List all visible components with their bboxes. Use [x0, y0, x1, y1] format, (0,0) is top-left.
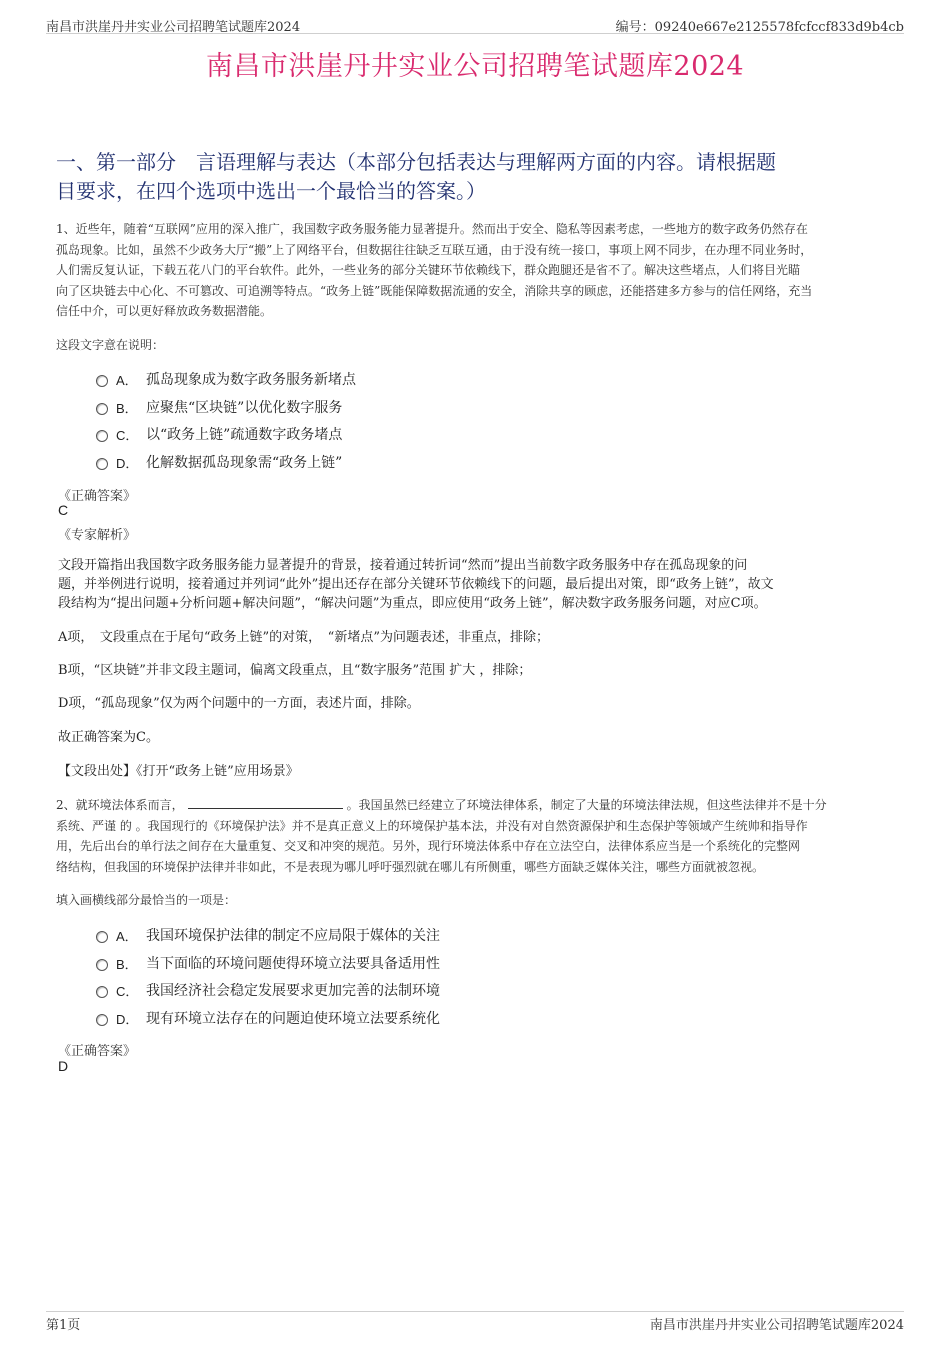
option-label: C． — [116, 983, 139, 999]
option-label: B． — [116, 400, 138, 416]
question-2-passage — [56, 795, 898, 877]
section-heading-line: 一、第一部分 言语理解与表达（本部分包括表达与理解两方面的内容。请根据题 — [56, 150, 776, 174]
radio-icon[interactable] — [96, 1014, 108, 1026]
passage-line — [56, 795, 898, 816]
question-2-option-b[interactable] — [96, 953, 440, 973]
section-heading — [56, 148, 898, 206]
option-label: D． — [116, 455, 139, 471]
option-label: B． — [116, 956, 138, 972]
analysis-option-a: A项， 文段重点在于尾句“政务上链”的对策， “新堵点”为问题表述，非重点，排除； — [58, 630, 549, 645]
option-text: 现有环境立法存在的问题迫使环境立法要系统化 — [146, 1011, 440, 1027]
header-divider — [46, 33, 904, 34]
radio-icon[interactable] — [96, 959, 108, 971]
question-2-option-c[interactable] — [96, 980, 440, 1000]
radio-icon[interactable] — [96, 403, 108, 415]
analysis-line: 文段开篇指出我国数字政务服务能力显著提升的背景，接着通过转折词“然而”提出当前数字政务服务中存在孤岛现象的问 — [58, 558, 748, 573]
radio-icon[interactable] — [96, 986, 108, 998]
option-label: D． — [116, 1011, 139, 1027]
analysis-conclusion: 故正确答案为C。 — [58, 730, 159, 745]
passage-line: 人们需反复认证，下载五花八门的平台软件。此外，一些业务的部分关键环节依赖线下，群众跑腿还是省不了。解决这些堵点，人们将目光瞄 — [56, 263, 801, 277]
passage-line: 向了区块链去中心化、不可篡改、可追溯等特点。“政务上链”既能保障数据流通的安全，消除共享的顾虑，还能搭建多方参与的信任网络，充当 — [56, 283, 813, 298]
passage-text: 2、就环境法体系而言， — [56, 798, 184, 812]
option-text: 化解数据孤岛现象需“政务上链” — [146, 455, 343, 471]
page-number: 第1页 — [46, 1318, 81, 1333]
analysis-option-b: B项，“区块链”并非文段主题词，偏离文段重点，且“数字服务”范围 扩大 ，排除； — [58, 663, 532, 678]
radio-icon[interactable] — [96, 458, 108, 470]
analysis-line: 段结构为“提出问题+分析问题+解决问题”，“解决问题”为重点，即应使用“政务上链”，解决数字政务服务问题，对应C项。 — [58, 596, 767, 611]
answer-label: 《正确答案》 — [58, 489, 137, 504]
passage-line: 络结构，但我国的环境保护法律并非如此，不是表现为哪儿呼吁强烈就在哪儿有所侧重，哪些方面缺乏媒体关注，哪些方面就被忽视。 — [56, 859, 765, 874]
analysis-source: 【文段出处】《打开“政务上链”应用场景》 — [58, 764, 299, 779]
question-2-answer: D — [58, 1058, 69, 1074]
option-text: 应聚焦“区块链”以优化数字服务 — [146, 400, 343, 416]
option-text: 当下面临的环境问题使得环境立法要具备适用性 — [146, 956, 440, 972]
footer-divider — [46, 1311, 904, 1312]
header-doc-title: 南昌市洪崖丹井实业公司招聘笔试题库2024 — [46, 20, 301, 35]
page-title: 南昌市洪崖丹井实业公司招聘笔试题库2024 — [205, 51, 745, 82]
analysis-paragraph — [58, 556, 898, 613]
fill-blank — [188, 797, 343, 809]
question-1-option-b[interactable] — [96, 397, 342, 417]
radio-icon[interactable] — [96, 375, 108, 387]
answer-label: 《正确答案》 — [58, 1044, 137, 1059]
question-1-answer: C — [58, 502, 69, 518]
question-1-prompt: 这段文字意在说明： — [56, 338, 165, 352]
option-text: 以“政务上链”疏通数字政务堵点 — [146, 427, 343, 443]
question-1-option-c[interactable] — [96, 424, 342, 444]
passage-line: 信任中介，可以更好释放政务数据潜能。 — [56, 304, 273, 318]
question-2-prompt: 填入画横线部分最恰当的一项是： — [56, 893, 237, 907]
analysis-label: 《专家解析》 — [58, 528, 137, 543]
question-1-option-d[interactable] — [96, 452, 342, 472]
passage-line: 系统、严谨 的 。我国现行的《环境保护法》并不是真正意义上的环境保护基本法，并没有对自然资源保护和生态保护等领域产生统帅和指导作 — [56, 818, 808, 833]
section-heading-line: 目要求，在四个选项中选出一个最恰当的答案。） — [56, 179, 486, 203]
analysis-line: 题，并举例进行说明，接着通过并列词“此外”提出还存在部分关键环节依赖线下的问题，最后提出对策，即“政务上链”，故文 — [58, 577, 774, 592]
option-label: A． — [116, 372, 138, 388]
option-text: 孤岛现象成为数字政务服务新堵点 — [146, 372, 356, 388]
header-doc-id: 编号：09240e667e2125578fcfccf833d9b4cb — [615, 20, 904, 35]
footer-doc-title: 南昌市洪崖丹井实业公司招聘笔试题库2024 — [649, 1318, 904, 1333]
option-text: 我国经济社会稳定发展要求更加完善的法制环境 — [146, 983, 440, 999]
question-2-option-a[interactable] — [96, 925, 440, 945]
passage-text: 。我国虽然已经建立了环境法律体系，制定了大量的环境法律法规，但这些法律并不是十分 — [346, 798, 827, 812]
passage-line: 用，先后出台的单行法之间存在大量重复、交叉和冲突的规范。另外，现行环境法体系中存在立法空白，法律体系应当是一个系统化的完整网 — [56, 839, 801, 853]
radio-icon[interactable] — [96, 931, 108, 943]
radio-icon[interactable] — [96, 430, 108, 442]
question-1-option-a[interactable] — [96, 369, 356, 389]
question-1-passage — [56, 219, 898, 322]
option-label: A． — [116, 928, 138, 944]
analysis-option-d: D项，“孤岛现象”仅为两个问题中的一方面，表述片面，排除。 — [58, 696, 420, 711]
option-label: C． — [116, 427, 139, 443]
passage-line: 孤岛现象。比如，虽然不少政务大厅“搬”上了网络平台，但数据往往缺乏互联互通，由于没有统一接口，事项上网不同步，在办理不同业务时， — [56, 242, 813, 257]
option-text: 我国环境保护法律的制定不应局限于媒体的关注 — [146, 928, 440, 944]
page-header — [46, 14, 904, 34]
question-2-option-d[interactable] — [96, 1008, 440, 1028]
passage-line: 1、近些年，随着“互联网”应用的深入推广，我国数字政务服务能力显著提升。然而出于安全、隐私等因素考虑，一些地方的数字政务仍然存在 — [56, 222, 808, 236]
